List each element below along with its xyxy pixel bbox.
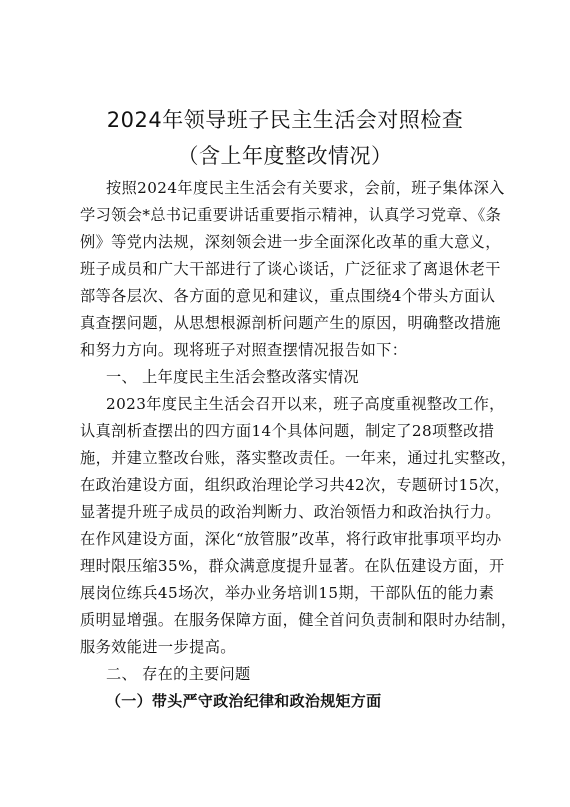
paragraph-line: 理时限压缩35%，群众满意度提升显著。在队伍建设方面，开	[80, 557, 505, 575]
paragraph-line: 部等各层次、各方面的意见和建议，重点围绕4个带头方面认	[80, 287, 496, 305]
paragraph-line: 服务效能进一步提高。	[80, 638, 236, 656]
paragraph-line: 班子成员和广大干部进行了谈心谈话，广泛征求了离退休老干	[80, 260, 501, 278]
subsection-heading: （一）带头严守政治纪律和政治规矩方面	[106, 692, 382, 710]
paragraph-line: 学习领会*总书记重要讲话重要指示精神，认真学习党章、《条	[80, 206, 502, 224]
paragraph-line: 质明显增强。在服务保障方面，健全首问负责制和限时办结制，	[80, 611, 517, 629]
paragraph-line: 和努力方向。现将班子对照查摆情况报告如下：	[80, 341, 408, 359]
paragraph-line: 施，并建立整改台账，落实整改责任。一年来，通过扎实整改，	[80, 449, 517, 467]
document-subtitle: （含上年度整改情况）	[177, 144, 393, 168]
paragraph-line: 在作风建设方面，深化“放管服”改革，将行政审批事项平均办	[80, 530, 502, 548]
paragraph-line: 例》等党内法规，深刻领会进一步全面深化改革的重大意义，	[80, 233, 501, 251]
paragraph-line: 按照2024年度民主生活会有关要求，会前，班子集体深入	[106, 179, 505, 197]
paragraph-line: 显著提升班子成员的政治判断力、政治领悟力和政治执行力。	[80, 503, 501, 521]
paragraph-line: 认真剖析查摆出的四方面14个具体问题，制定了28项整改措	[80, 422, 495, 440]
paragraph-line: 在政治建设方面，组织政治理论学习共42次，专题研讨15次，	[80, 476, 510, 494]
paragraph-line: 真查摆问题，从思想根源剖析问题产生的原因，明确整改措施	[80, 314, 501, 332]
paragraph-line: 2023年度民主生活会召开以来，班子高度重视整改工作，	[106, 395, 505, 413]
section-heading: 二、 存在的主要问题	[106, 665, 251, 683]
document-title: 2024年领导班子民主生活会对照检查	[106, 108, 464, 132]
paragraph-line: 展岗位练兵45场次，举办业务培训15期，干部队伍的能力素	[80, 584, 495, 602]
section-heading: 一、 上年度民主生活会整改落实情况	[106, 368, 359, 386]
